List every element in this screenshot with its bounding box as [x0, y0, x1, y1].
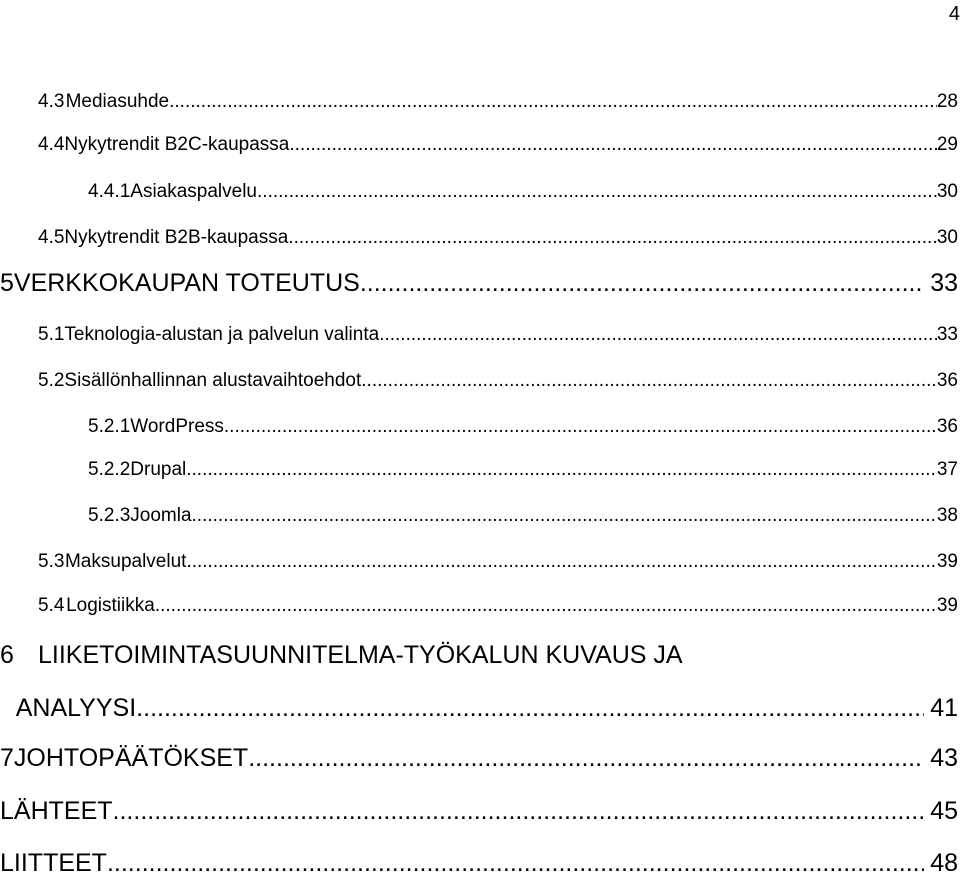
- toc-entry-page: 30: [936, 181, 958, 202]
- toc-dot-leader: [155, 594, 937, 618]
- toc-entry-title: Mediasuhde: [65, 91, 170, 112]
- toc-entry-page: 28: [936, 91, 958, 112]
- toc-entry[interactable]: [0, 693, 958, 723]
- toc-dot-leader: [289, 133, 937, 157]
- toc-entry-page: 45: [930, 797, 958, 825]
- toc-entry-title: Teknologia-alustan ja palvelun valinta: [64, 324, 380, 345]
- toc-entry-number: 5.4: [38, 595, 65, 616]
- toc-entry[interactable]: [88, 415, 958, 439]
- toc-entry-title: Nykytrendit B2B-kaupassa: [64, 227, 289, 248]
- toc-entry[interactable]: [38, 594, 958, 618]
- toc-entry-page: 43: [930, 744, 958, 772]
- toc-entry[interactable]: [88, 180, 958, 204]
- toc-entry-page: 37: [936, 459, 958, 480]
- toc-entry[interactable]: [0, 268, 958, 298]
- toc-entry-title-continued: ANALYYSI: [15, 694, 137, 722]
- toc-entry[interactable]: [0, 848, 958, 878]
- toc-entry[interactable]: [38, 323, 958, 347]
- toc-entry-page: 39: [936, 551, 958, 572]
- toc-entry-page: 41: [930, 694, 958, 722]
- toc-entry[interactable]: [0, 796, 958, 826]
- toc-entry-page: 29: [936, 134, 958, 155]
- toc-entry-number: 5.2.3: [88, 505, 131, 526]
- toc-entry[interactable]: [0, 743, 958, 773]
- toc-entry-title: Joomla: [130, 505, 192, 526]
- toc-entry-page: 39: [936, 595, 958, 616]
- toc-dot-leader: [113, 796, 925, 826]
- toc-entry-page: 36: [936, 370, 958, 391]
- toc-dot-leader: [257, 180, 937, 204]
- toc-entry-number: 5.2.2: [88, 459, 131, 480]
- toc-entry[interactable]: [38, 226, 958, 250]
- toc-entry-title: JOHTOPÄÄTÖKSET: [13, 744, 249, 772]
- page-number: 4: [948, 3, 960, 25]
- toc-entry-title: Asiakaspalvelu: [130, 181, 258, 202]
- toc-dot-leader: [360, 268, 924, 298]
- toc-dot-leader: [186, 458, 937, 482]
- toc-entry-title: LIIKETOIMINTASUUNNITELMA-TYÖKALUN KUVAUS JA: [38, 641, 683, 669]
- toc-dot-leader: [136, 693, 924, 723]
- toc-entry[interactable]: [38, 369, 958, 393]
- toc-entry[interactable]: [88, 504, 958, 528]
- toc-dot-leader: [107, 848, 924, 878]
- toc-dot-leader: [169, 90, 937, 114]
- toc-dot-leader: [361, 369, 937, 393]
- toc-entry-number: 5.3: [38, 551, 65, 572]
- toc-dot-leader: [288, 226, 937, 250]
- toc-entry-title: Maksupalvelut: [64, 551, 187, 572]
- toc-entry[interactable]: [88, 458, 958, 482]
- toc-entry-page: 36: [936, 416, 958, 437]
- toc-entry-first-line[interactable]: [0, 640, 683, 670]
- toc-entry-number: 4.4: [38, 134, 65, 155]
- toc-entry-page: 30: [936, 227, 958, 248]
- toc-entry-page: 33: [936, 324, 958, 345]
- toc-entry-page: 48: [930, 849, 958, 877]
- toc-entry-number: 6: [0, 641, 14, 669]
- toc-entry-number: 4.5: [38, 227, 65, 248]
- toc-entry-number: 5.2: [38, 370, 65, 391]
- toc-dot-leader: [224, 415, 937, 439]
- toc-entry-title: Sisällönhallinnan alustavaihtoehdot: [64, 370, 362, 391]
- toc-entry-number: 4.3: [38, 91, 65, 112]
- toc-entry-title: Logistiikka: [66, 595, 155, 616]
- toc-entry-title: LIITTEET: [0, 849, 107, 877]
- toc-entry-number: 5: [0, 269, 14, 297]
- toc-entry-page: 38: [936, 505, 958, 526]
- toc-entry-number: 7: [0, 744, 14, 772]
- toc-entry-title: VERKKOKAUPAN TOTEUTUS: [13, 269, 360, 297]
- toc-entry[interactable]: [38, 90, 958, 114]
- toc-entry-number: 5.2.1: [88, 416, 131, 437]
- toc-dot-leader: [192, 504, 937, 528]
- toc-dot-leader: [379, 323, 937, 347]
- toc-entry[interactable]: [38, 133, 958, 157]
- toc-entry-number: 4.4.1: [88, 181, 131, 202]
- toc-dot-leader: [186, 550, 936, 574]
- toc-entry-title: Nykytrendit B2C-kaupassa: [64, 134, 290, 155]
- toc-entry-title: WordPress: [130, 416, 224, 437]
- toc-dot-leader: [248, 743, 924, 773]
- toc-entry[interactable]: [38, 550, 958, 574]
- toc-entry-title: Drupal: [130, 459, 187, 480]
- toc-entry-number: 5.1: [38, 324, 65, 345]
- toc-entry-title: LÄHTEET: [0, 797, 113, 825]
- toc-entry-page: 33: [930, 269, 958, 297]
